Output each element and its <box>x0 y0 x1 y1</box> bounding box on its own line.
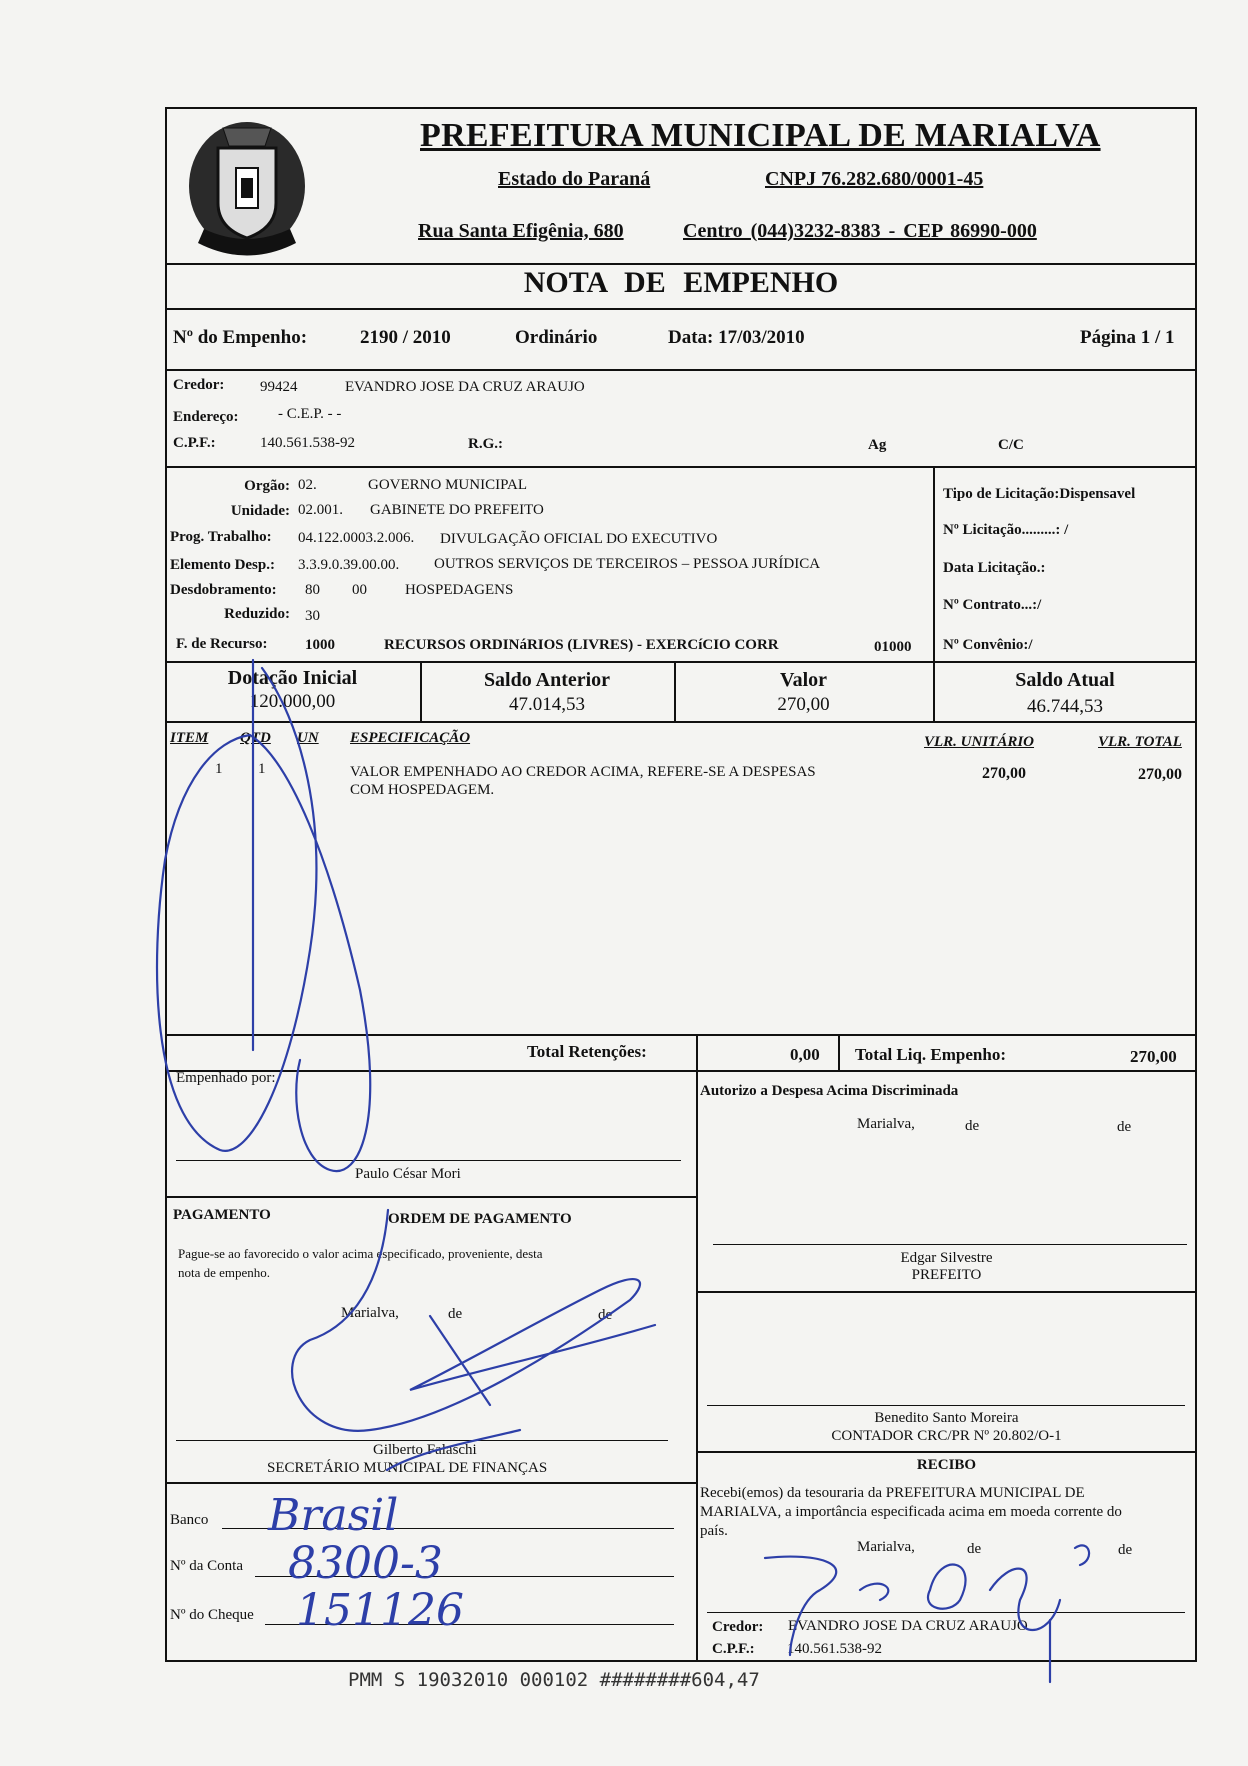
recibo-place: Marialva, <box>857 1539 915 1555</box>
col-espec-header: ESPECIFICAÇÃO <box>350 730 471 746</box>
reduzido-label: Reduzido: <box>224 606 290 622</box>
prog-name: DIVULGAÇÃO OFICIAL DO EXECUTIVO <box>440 531 718 547</box>
prefeito-name: Edgar Silvestre <box>900 1250 993 1266</box>
divider <box>696 1034 698 1070</box>
recurso-code2: 01000 <box>874 639 912 655</box>
elemento-code: 3.3.9.0.39.00.00. <box>298 557 400 573</box>
licitacao-data: Data Licitação.: <box>943 560 1046 576</box>
retencoes-label: Total Retenções: <box>527 1042 647 1061</box>
col-item-header: ITEM <box>170 730 209 746</box>
cheque-field-line <box>265 1624 674 1625</box>
autorizo-de1: de <box>965 1118 980 1134</box>
desdobramento-name: HOSPEDAGENS <box>405 582 514 598</box>
empenhado-name: Paulo César Mori <box>355 1166 461 1182</box>
item-total-value: 270,00 <box>1138 766 1182 783</box>
divider <box>165 1034 1197 1036</box>
conta-field-line <box>255 1576 674 1577</box>
secretario-role: SECRETÁRIO MUNICIPAL DE FINANÇAS <box>267 1460 548 1476</box>
autorizo-place: Marialva, <box>857 1116 915 1132</box>
col-qtd-header: QTD <box>240 730 271 746</box>
autorizo-de2: de <box>1117 1119 1132 1135</box>
banco-label: Banco <box>170 1512 209 1528</box>
contador-name: Benedito Santo Moreira <box>874 1410 1019 1426</box>
divider <box>165 1482 696 1484</box>
reduzido-value: 30 <box>305 608 320 624</box>
signature-line <box>713 1244 1187 1245</box>
divider <box>165 308 1197 310</box>
valor-value: 270,00 <box>777 694 830 715</box>
municipality-title: PREFEITURA MUNICIPAL DE MARIALVA <box>420 117 1101 154</box>
item-qtd: 1 <box>258 761 266 777</box>
empenho-type: Ordinário <box>515 327 598 348</box>
autorizo-label: Autorizo a Despesa Acima Discriminada <box>700 1083 959 1099</box>
recibo-de1: de <box>967 1541 982 1557</box>
saldo-anterior-label: Saldo Anterior <box>483 669 611 691</box>
page-number: Página 1 / 1 <box>1080 327 1175 348</box>
divider <box>165 369 1197 371</box>
account-label: C/C <box>998 437 1024 453</box>
divider <box>696 1291 1197 1293</box>
liquido-value: 270,00 <box>1130 1047 1177 1066</box>
recibo-cpf-label: C.P.F.: <box>712 1641 755 1657</box>
address-field-label: Endereço: <box>173 409 239 425</box>
desdobramento-b: 00 <box>352 582 367 598</box>
recibo-credor-name: EVANDRO JOSE DA CRUZ ARAUJO <box>788 1618 1028 1634</box>
pagamento-place: Marialva, <box>341 1305 399 1321</box>
banco-handwritten: Brasil <box>268 1490 399 1541</box>
divider <box>165 1196 696 1198</box>
item-espec-line2: COM HOSPEDAGEM. <box>350 782 495 798</box>
divider <box>933 466 935 661</box>
valor-label: Valor <box>779 669 828 691</box>
document-title: NOTA DE EMPENHO <box>523 266 839 299</box>
saldo-atual-label: Saldo Atual <box>1015 669 1115 691</box>
divider <box>696 1070 698 1662</box>
prog-label: Prog. Trabalho: <box>170 529 272 545</box>
credor-code: 99424 <box>260 379 298 395</box>
divider <box>696 1451 1197 1453</box>
authentication-stamp: PMM S 19032010 000102 ########604,47 <box>348 1669 760 1691</box>
item-espec-line1: VALOR EMPENHADO AO CREDOR ACIMA, REFERE-SE A DESPESAS <box>350 764 816 780</box>
orgao-name: GOVERNO MUNICIPAL <box>368 477 528 493</box>
liquido-label: Total Liq. Empenho: <box>855 1045 1006 1064</box>
licitacao-tipo: Tipo de Licitação:Dispensavel <box>943 486 1136 502</box>
unidade-code: 02.001. <box>298 502 343 518</box>
empenhado-label: Empenhado por: <box>176 1070 276 1086</box>
secretario-name: Gilberto Falaschi <box>373 1442 477 1458</box>
contrato-numero: Nº Contrato...:/ <box>943 597 1042 613</box>
desdobramento-a: 80 <box>305 582 320 598</box>
dotacao-label: Dotação Inicial <box>227 667 358 689</box>
recurso-label: F. de Recurso: <box>176 636 268 652</box>
licitacao-numero: Nº Licitação.........: / <box>943 522 1069 538</box>
recibo-credor-label: Credor: <box>712 1619 764 1635</box>
state-label: Estado do Paraná <box>498 168 651 190</box>
recibo-label: RECIBO <box>916 1457 977 1473</box>
pagamento-de1: de <box>448 1306 463 1322</box>
saldo-anterior-value: 47.014,53 <box>509 694 585 715</box>
cpf-label: C.P.F.: <box>173 435 216 451</box>
contador-role: CONTADOR CRC/PR Nº 20.802/O-1 <box>831 1428 1062 1444</box>
recibo-cpf-value: 140.561.538-92 <box>787 1641 882 1657</box>
pagamento-text-line2: nota de empenho. <box>178 1265 271 1280</box>
agency-label: Ag <box>868 437 887 453</box>
item-unit-value: 270,00 <box>982 765 1026 782</box>
cheque-handwritten: 151126 <box>296 1585 464 1636</box>
retencoes-value: 0,00 <box>790 1045 820 1064</box>
signature-line <box>176 1160 681 1161</box>
divider <box>165 263 1197 265</box>
conta-label: Nº da Conta <box>170 1558 243 1574</box>
elemento-name: OUTROS SERVIÇOS DE TERCEIROS – PESSOA JURÍDICA <box>434 556 821 572</box>
desdobramento-label: Desdobramento: <box>170 582 277 598</box>
cheque-label: Nº do Cheque <box>170 1607 254 1623</box>
cpf-value: 140.561.538-92 <box>260 435 355 451</box>
orgao-code: 02. <box>298 477 317 493</box>
recibo-text-line2: MARIALVA, a importância especificada acima em moeda corrente do <box>700 1504 1122 1520</box>
empenho-number: 2190 / 2010 <box>360 327 451 348</box>
prefeito-role: PREFEITO <box>911 1267 982 1283</box>
recibo-text-line3: país. <box>700 1523 728 1539</box>
address-field-value: - C.E.P. - - <box>278 406 342 422</box>
address-label: Rua Santa Efigênia, 680 <box>418 220 624 242</box>
cnpj-label: CNPJ 76.282.680/0001-45 <box>765 168 984 190</box>
empenho-number-label: Nº do Empenho: <box>173 327 308 348</box>
divider <box>165 661 1197 663</box>
contact-label: Centro (044)3232-8383 - CEP 86990-000 <box>683 220 1037 242</box>
divider <box>165 721 1197 723</box>
credor-name: EVANDRO JOSE DA CRUZ ARAUJO <box>345 379 585 395</box>
unidade-name: GABINETE DO PREFEITO <box>370 502 544 518</box>
conta-handwritten: 8300-3 <box>288 1538 443 1589</box>
banco-field-line <box>222 1528 674 1529</box>
ordem-pagamento-label: ORDEM DE PAGAMENTO <box>388 1211 572 1227</box>
elemento-label: Elemento Desp.: <box>170 557 275 573</box>
orgao-label: Orgão: <box>244 478 290 494</box>
recibo-text-line1: Recebi(emos) da tesouraria da PREFEITURA MUNICIPAL DE <box>700 1485 1085 1501</box>
signature-line <box>707 1612 1185 1613</box>
empenho-date: Data: 17/03/2010 <box>668 327 805 348</box>
prog-code: 04.122.0003.2.006. <box>298 530 415 546</box>
pagamento-label: PAGAMENTO <box>173 1207 271 1223</box>
dotacao-value: 120.000,00 <box>249 691 336 712</box>
unidade-label: Unidade: <box>230 503 290 519</box>
pagamento-text-line1: Pague-se ao favorecido o valor acima especificado, proveniente, desta <box>178 1246 543 1261</box>
recurso-name: RECURSOS ORDINáRIOS (LIVRES) - EXERCíCIO CORR <box>384 637 779 653</box>
convenio-numero: Nº Convênio:/ <box>943 637 1033 653</box>
recibo-de2: de <box>1118 1542 1133 1558</box>
municipal-crest-icon <box>178 108 316 258</box>
recurso-code: 1000 <box>305 637 335 653</box>
col-unit-header: VLR. UNITÁRIO <box>924 734 1035 750</box>
col-un-header: UN <box>297 730 319 746</box>
signature-line <box>707 1405 1185 1406</box>
signature-line <box>176 1440 668 1441</box>
col-total-header: VLR. TOTAL <box>1098 734 1182 750</box>
pagamento-de2: de <box>598 1307 613 1323</box>
divider <box>165 1070 1197 1072</box>
divider <box>165 466 1197 468</box>
rg-label: R.G.: <box>468 436 503 452</box>
saldo-atual-value: 46.744,53 <box>1027 696 1103 717</box>
credor-label: Credor: <box>173 377 225 393</box>
divider <box>838 1034 840 1070</box>
item-number: 1 <box>215 761 223 777</box>
